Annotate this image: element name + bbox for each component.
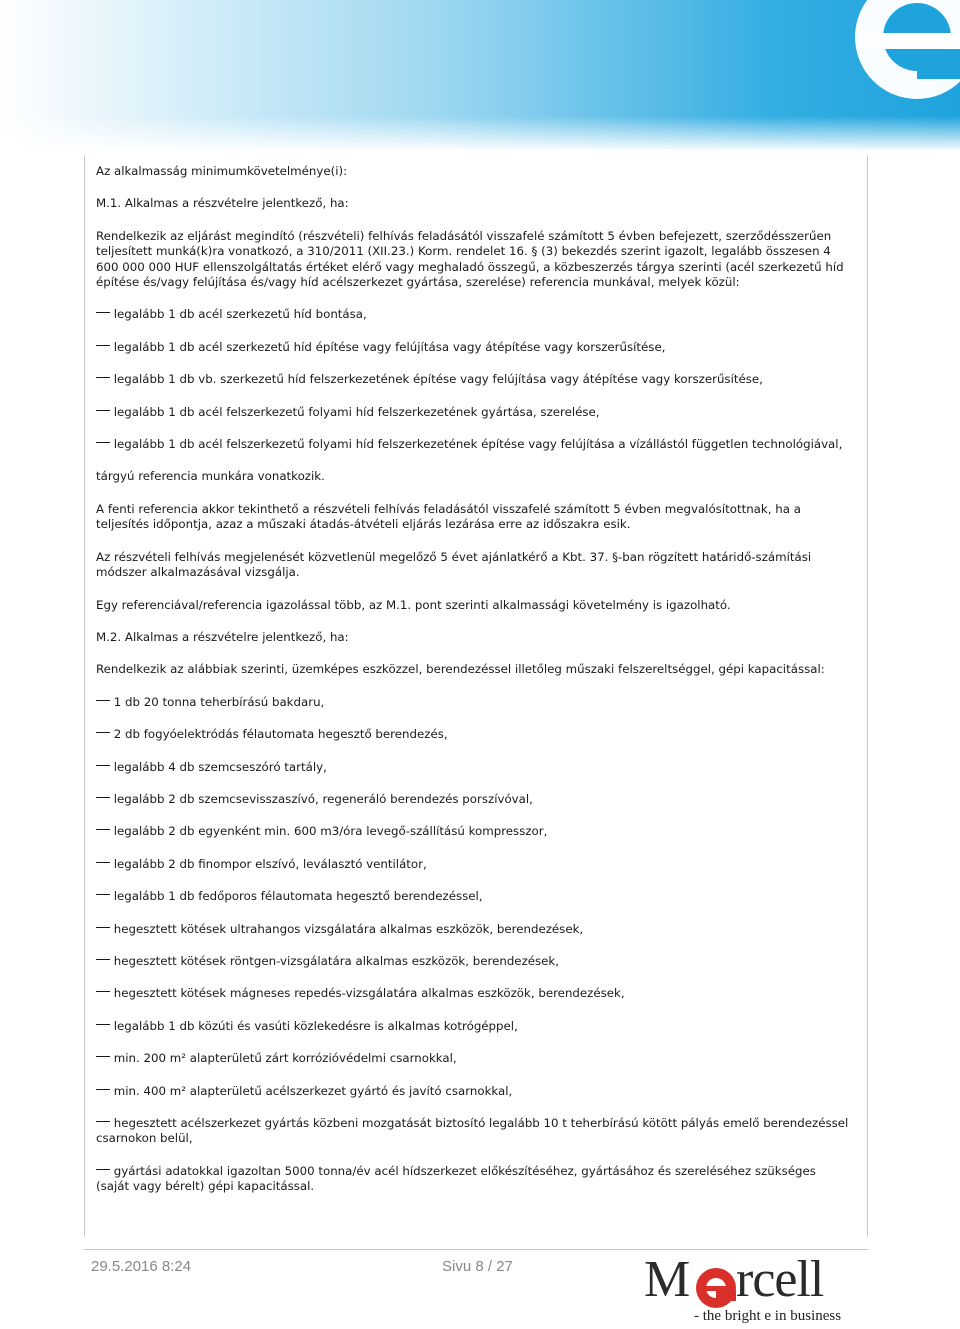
m1-closing: tárgyú referencia munkára vonatkozik. (96, 469, 325, 484)
footer-datetime: 29.5.2016 8:24 (91, 1258, 192, 1275)
m1-item: legalább 1 db acél szerkezetű híd bontása, (96, 307, 850, 322)
m2-item: legalább 1 db fedőporos félautomata hegesztő berendezéssel, (96, 889, 850, 904)
m2-item: 1 db 20 tonna teherbírású bakdaru, (96, 695, 850, 710)
m1-heading: M.1. Alkalmas a részvételre jelentkező, ha: (96, 196, 349, 211)
dash-icon (96, 829, 110, 830)
m2-item: hegesztett kötések mágneses repedés-vizsgálatára alkalmas eszközök, berendezések, (96, 986, 850, 1001)
dash-icon (96, 442, 110, 443)
m2-heading: M.2. Alkalmas a részvételre jelentkező, ha: (96, 629, 349, 644)
m2-item: legalább 2 db szemcsevisszaszívó, regeneráló berendezés porszívóval, (96, 792, 850, 807)
dash-icon (96, 312, 110, 313)
m1-item: legalább 1 db acél felszerkezetű folyami híd felszerkezetének gyártása, szerelése, (96, 405, 850, 420)
document-body (96, 164, 850, 1195)
header-banner (0, 0, 960, 150)
footer-tagline: - the bright e in business (694, 1308, 842, 1324)
dash-icon (96, 991, 110, 992)
m2-item: hegesztett kötések ultrahangos vizsgálatára alkalmas eszközök, berendezések, (96, 922, 850, 937)
logo-e-icon (694, 1266, 738, 1310)
m2-paragraph-1: Rendelkezik az alábbiak szerinti, üzemképes eszközzel, berendezéssel illetőleg műszaki felszereltséggel, gépi kapacitással: (96, 662, 825, 677)
dash-icon (96, 700, 110, 701)
dash-icon (96, 894, 110, 895)
m1-item: legalább 1 db vb. szerkezetű híd felszerkezetének építése vagy felújítása vagy átépítése vagy korszerűsítése, (96, 372, 850, 387)
e-logo-icon (845, 0, 960, 115)
m2-item: legalább 4 db szemcseszóró tartály, (96, 760, 850, 775)
dash-icon (96, 765, 110, 766)
m2-item: min. 400 m² alapterületű acélszerkezet gyártó és javító csarnokkal, (96, 1084, 850, 1099)
m2-item: legalább 2 db egyenként min. 600 m3/óra levegő-szállítású kompresszor, (96, 824, 850, 839)
dash-icon (96, 797, 110, 798)
dash-icon (96, 959, 110, 960)
m2-item: hegesztett acélszerkezet gyártás közbeni mozgatását biztosító legalább 10 t teherbírású kötött pályás emelő berendezéssel csarnokon belül, (96, 1116, 849, 1146)
dash-icon (96, 1089, 110, 1090)
dash-icon (96, 377, 110, 378)
m2-item: legalább 2 db finompor elszívó, leválasztó ventilátor, (96, 857, 850, 872)
dash-icon (96, 732, 110, 733)
m2-item: hegesztett kötések röntgen-vizsgálatára alkalmas eszközök, berendezések, (96, 954, 850, 969)
m2-item: legalább 1 db közúti és vasúti közlekedésre is alkalmas kotrógéppel, (96, 1019, 850, 1034)
dash-icon (96, 410, 110, 411)
m2-item: gyártási adatokkal igazoltan 5000 tonna/év acél hídszerkezet előkészítéséhez, gyártásához és szereléséhez szükséges (saját vagy bérelt) gépi kapacitással. (96, 1163, 816, 1194)
m1-paragraph-4: Egy referenciával/referencia igazolással több, az M.1. pont szerinti alkalmassági követelmény is igazolható. (96, 597, 731, 612)
footer-page-number: Sivu 8 / 27 (442, 1258, 513, 1275)
m1-paragraph-1: Rendelkezik az eljárást megindító (részvételi) felhívás feladásától visszafelé számított 5 évben befejezett, szerződésszerűen teljesített munká(k)ra vonatkozó, a 310/2011 (XII.23.) Korm. rendelet 16. § (3) bekezdés szerint igazolt, legalább összesen 4 600 000 000 HUF ellenszolgáltatás értéket elérő vagy meghaladó összegű, a közbeszerzés tárgya szerinti (acél szerkezetű híd építése és/vagy felújítása és/vagy híd acélszerkezet gyártása, szerelése) referencia munkával, melyek közül: (96, 228, 844, 290)
dash-icon (96, 1056, 110, 1057)
m1-paragraph-2: A fenti referencia akkor tekinthető a részvételi felhívás feladásától visszafelé számított 5 évben megvalósítottnak, ha a teljesítés időpontja, azaz a műszaki átadás-átvételi eljárás lezárása erre az időszakra esik. (96, 501, 801, 532)
m2-item: 2 db fogyóelektródás félautomata hegesztő berendezés, (96, 727, 850, 742)
dash-icon (96, 927, 110, 928)
m1-paragraph-3: Az részvételi felhívás megjelenését közvetlenül megelőző 5 évet ajánlatkérő a Kbt. 37. §-ban rögzített határidő-számítási módszer alkalmazásával vizsgálja. (96, 549, 812, 580)
intro-text: Az alkalmasság minimumkövetelménye(i): (96, 164, 348, 178)
m1-item: legalább 1 db acél felszerkezetű folyami híd felszerkezetének építése vagy felújítása a vízállástól független technológiával, (96, 437, 850, 452)
header-fade (0, 116, 960, 150)
dash-icon (96, 1024, 110, 1025)
dash-icon (96, 345, 110, 346)
dash-icon (96, 1169, 110, 1170)
dash-icon (96, 862, 110, 863)
dash-icon (96, 1121, 110, 1122)
m2-item: min. 200 m² alapterületű zárt korrózióvédelmi csarnokkal, (96, 1051, 850, 1066)
logo-text-rcell: rcell (736, 1251, 824, 1308)
logo-letter-m: M (644, 1251, 690, 1308)
m1-item: legalább 1 db acél szerkezetű híd építése vagy felújítása vagy átépítése vagy korszerűsítése, (96, 340, 850, 355)
